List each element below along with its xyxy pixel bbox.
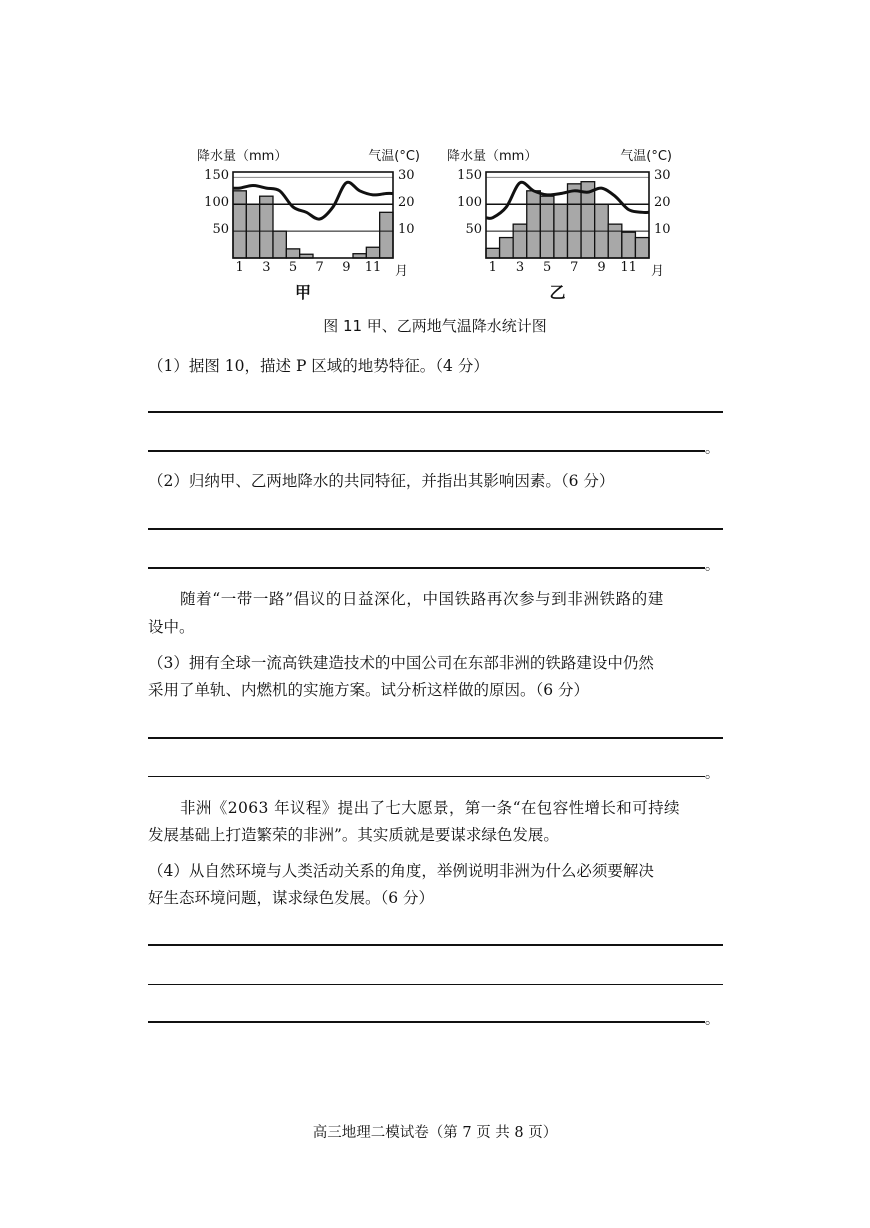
month-tick-label: 5: [542, 260, 552, 275]
precip-bar-month-4: [273, 231, 286, 258]
month-unit-label: 月: [651, 264, 665, 279]
month-tick-label: 9: [342, 260, 351, 275]
precip-bar-month-1: [486, 248, 500, 258]
month-tick-label: 11: [620, 260, 637, 275]
period-mark: 。: [705, 441, 719, 457]
month-tick-label: 3: [515, 260, 525, 275]
precip-bar-month-12: [635, 238, 649, 258]
chart-label: 甲: [295, 283, 312, 302]
left-axis-label: 降水量（mm）: [197, 149, 288, 164]
left-axis-label: 降水量（mm）: [447, 149, 538, 164]
month-tick-label: 3: [262, 260, 271, 275]
left-tick-label: 150: [457, 168, 482, 184]
month-tick-label: 11: [364, 260, 382, 275]
answer-line[interactable]: [148, 737, 723, 739]
passage-1-line-1: 随着“一带一路”倡议的日益深化，中国铁路再次参与到非洲铁路的建: [180, 590, 664, 608]
right-tick-label: 20: [654, 195, 671, 211]
right-tick-label: 30: [654, 168, 671, 184]
right-axis-label: 气温(°C): [620, 149, 672, 164]
page-footer: 高三地理二模试卷（第 7 页 共 8 页）: [312, 1125, 558, 1141]
precip-bar-month-10: [608, 224, 622, 258]
question-2: （2）归纳甲、乙两地降水的共同特征，并指出其影响因素。（6 分）: [148, 472, 615, 490]
right-tick-label: 10: [654, 222, 671, 238]
question-4-line-2: 好生态环境问题，谋求绿色发展。（6 分）: [148, 889, 435, 907]
left-tick-label: 100: [457, 195, 482, 211]
answer-line[interactable]: [148, 776, 705, 777]
right-tick-label: 20: [398, 195, 415, 211]
precip-bar-month-3: [513, 224, 527, 258]
question-3-line-1: （3）拥有全球一流高铁建造技术的中国公司在东部非洲的铁路建设中仍然: [148, 654, 654, 672]
period-mark: 。: [705, 766, 719, 782]
left-tick-label: 150: [204, 168, 229, 184]
precip-bar-month-11: [622, 232, 636, 258]
month-tick-label: 1: [235, 260, 244, 275]
month-unit-label: 月: [395, 264, 409, 279]
precip-bar-month-4: [527, 191, 541, 258]
answer-line[interactable]: [148, 1021, 705, 1023]
precip-bar-month-7: [568, 184, 582, 258]
precip-bar-month-2: [500, 238, 514, 258]
question-1: （1）据图 10，描述 P 区域的地势特征。（4 分）: [148, 357, 489, 375]
chart-label: 乙: [549, 283, 566, 302]
left-tick-label: 50: [212, 222, 229, 238]
precip-bar-month-5: [540, 196, 554, 258]
answer-line[interactable]: [148, 984, 723, 985]
question-3-line-2: 采用了单轨、内燃机的实施方案。试分析这样做的原因。（6 分）: [148, 681, 590, 699]
left-tick-label: 100: [204, 195, 229, 211]
answer-line[interactable]: [148, 567, 705, 569]
precip-bar-month-12: [380, 212, 393, 258]
precip-bar-month-1: [233, 191, 246, 258]
right-tick-label: 30: [398, 168, 415, 184]
right-axis-label: 气温(°C): [368, 149, 420, 164]
precip-bar-month-3: [260, 196, 273, 258]
month-tick-label: 1: [488, 260, 497, 275]
left-tick-label: 50: [465, 222, 482, 238]
month-tick-label: 9: [597, 260, 606, 275]
precip-bar-month-11: [366, 247, 379, 258]
passage-1-line-2: 设中。: [148, 618, 195, 636]
answer-line[interactable]: [148, 944, 723, 946]
period-mark: 。: [705, 558, 719, 574]
question-4-line-1: （4）从自然环境与人类活动关系的角度，举例说明非洲为什么必须要解决: [148, 862, 654, 880]
passage-2-line-2: 发展基础上打造繁荣的非洲”。其实质就是要谋求绿色发展。: [148, 826, 559, 844]
climate-chart-jia: [190, 140, 440, 310]
passage-2-line-1: 非洲《2063 年议程》提出了七大愿景，第一条“在包容性增长和可持续: [180, 799, 680, 817]
answer-line[interactable]: [148, 450, 705, 452]
month-tick-label: 5: [288, 260, 298, 275]
figure-caption: 图 11 甲、乙两地气温降水统计图: [323, 317, 547, 335]
climate-chart-yi: [440, 140, 690, 310]
answer-line[interactable]: [148, 528, 723, 530]
precip-bar-month-5: [286, 249, 299, 258]
right-tick-label: 10: [398, 222, 415, 238]
month-tick-label: 7: [315, 260, 324, 275]
answer-line[interactable]: [148, 411, 723, 413]
month-tick-label: 7: [570, 260, 579, 275]
period-mark: 。: [705, 1012, 719, 1028]
